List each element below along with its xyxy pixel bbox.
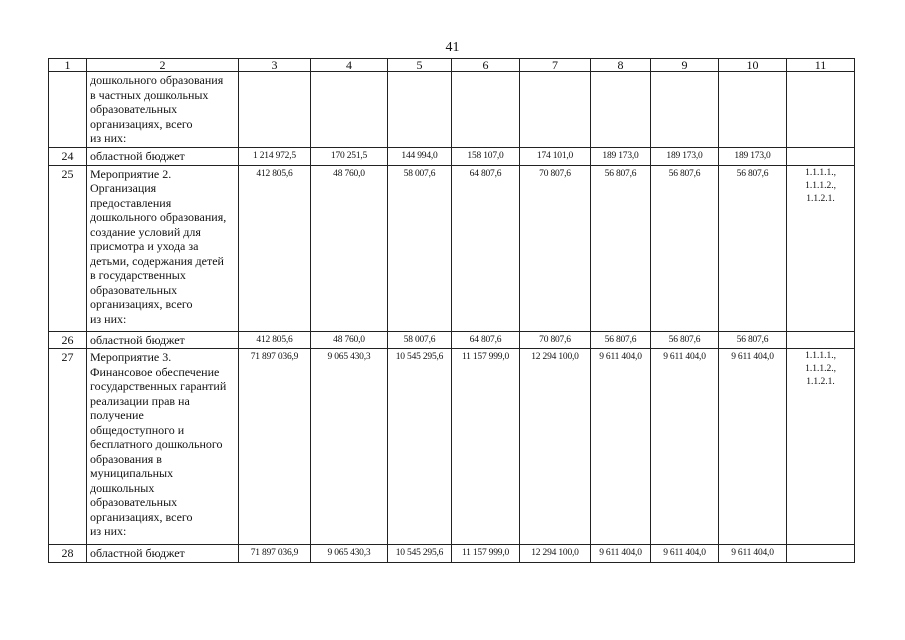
header-cell: 5: [388, 59, 452, 72]
value-cell: 12 294 100,0: [520, 349, 591, 545]
table-row: [49, 165, 855, 331]
value-cell: 48 760,0: [311, 331, 388, 349]
description-cell: областной бюджет: [87, 331, 239, 349]
value-cell: 9 611 404,0: [651, 349, 719, 545]
value-cell: 9 611 404,0: [651, 545, 719, 563]
value-cell: 56 807,6: [591, 165, 651, 331]
value-cell: [520, 72, 591, 148]
value-cell: 58 007,6: [388, 331, 452, 349]
header-cell: 6: [452, 59, 520, 72]
code-cell: [787, 148, 855, 166]
value-cell: 10 545 295,6: [388, 349, 452, 545]
value-cell: 70 807,6: [520, 331, 591, 349]
value-cell: 9 611 404,0: [591, 545, 651, 563]
header-cell: 11: [787, 59, 855, 72]
value-cell: 64 807,6: [452, 165, 520, 331]
value-cell: [651, 72, 719, 148]
row-number-cell: 27: [49, 349, 87, 545]
value-cell: 174 101,0: [520, 148, 591, 166]
table-row: [49, 545, 855, 563]
value-cell: 189 173,0: [651, 148, 719, 166]
table-row: [49, 331, 855, 349]
header-cell: 4: [311, 59, 388, 72]
header-cell: 7: [520, 59, 591, 72]
value-cell: 189 173,0: [591, 148, 651, 166]
value-cell: 11 157 999,0: [452, 545, 520, 563]
value-cell: [311, 72, 388, 148]
value-cell: 9 611 404,0: [719, 349, 787, 545]
value-cell: [388, 72, 452, 148]
code-cell: 1.1.1.1., 1.1.1.2., 1.1.2.1.: [787, 165, 855, 331]
value-cell: 1 214 972,5: [239, 148, 311, 166]
description-cell: Мероприятие 3. Финансовое обеспечение государственных гарантий реализации прав на получение общедоступного и бесплатного дошкольного образования в муниципальных дошкольных образовательных организациях, всего из них:: [87, 349, 239, 545]
value-cell: 189 173,0: [719, 148, 787, 166]
description-cell: дошкольного образования в частных дошкольных образовательных организациях, всего из них:: [87, 72, 239, 148]
table-row: [49, 72, 855, 148]
value-cell: 56 807,6: [651, 331, 719, 349]
value-cell: 64 807,6: [452, 331, 520, 349]
value-cell: 9 611 404,0: [719, 545, 787, 563]
header-cell: 10: [719, 59, 787, 72]
page-number: 41: [445, 40, 460, 55]
value-cell: 10 545 295,6: [388, 545, 452, 563]
value-cell: 71 897 036,9: [239, 545, 311, 563]
description-cell: Мероприятие 2. Организация предоставления дошкольного образования, создание условий для присмотра и ухода за детьми, содержания детей в государственных образовательных организациях, всего из них:: [87, 165, 239, 331]
row-number-cell: [49, 72, 87, 148]
value-cell: 56 807,6: [591, 331, 651, 349]
header-cell: 8: [591, 59, 651, 72]
value-cell: 9 611 404,0: [591, 349, 651, 545]
value-cell: 56 807,6: [719, 331, 787, 349]
row-number-cell: 24: [49, 148, 87, 166]
value-cell: 412 805,6: [239, 165, 311, 331]
value-cell: 412 805,6: [239, 331, 311, 349]
value-cell: 9 065 430,3: [311, 545, 388, 563]
value-cell: 58 007,6: [388, 165, 452, 331]
value-cell: 144 994,0: [388, 148, 452, 166]
description-cell: областной бюджет: [87, 148, 239, 166]
value-cell: [239, 72, 311, 148]
table-row: [49, 349, 855, 545]
value-cell: 70 807,6: [520, 165, 591, 331]
header-cell: 1: [49, 59, 87, 72]
value-cell: 48 760,0: [311, 165, 388, 331]
description-cell: областной бюджет: [87, 545, 239, 563]
value-cell: [591, 72, 651, 148]
budget-table: [48, 58, 855, 563]
table-body: [49, 59, 855, 563]
value-cell: 56 807,6: [719, 165, 787, 331]
value-cell: [452, 72, 520, 148]
code-cell: [787, 331, 855, 349]
value-cell: 158 107,0: [452, 148, 520, 166]
value-cell: 11 157 999,0: [452, 349, 520, 545]
code-cell: [787, 72, 855, 148]
row-number-cell: 26: [49, 331, 87, 349]
value-cell: 170 251,5: [311, 148, 388, 166]
row-number-cell: 25: [49, 165, 87, 331]
header-cell: 2: [87, 59, 239, 72]
table-row: [49, 148, 855, 166]
row-number-cell: 28: [49, 545, 87, 563]
value-cell: 9 065 430,3: [311, 349, 388, 545]
header-cell: 9: [651, 59, 719, 72]
value-cell: 56 807,6: [651, 165, 719, 331]
code-cell: 1.1.1.1., 1.1.1.2., 1.1.2.1.: [787, 349, 855, 545]
value-cell: 71 897 036,9: [239, 349, 311, 545]
code-cell: [787, 545, 855, 563]
header-cell: 3: [239, 59, 311, 72]
value-cell: [719, 72, 787, 148]
value-cell: 12 294 100,0: [520, 545, 591, 563]
header-row: [49, 59, 855, 72]
